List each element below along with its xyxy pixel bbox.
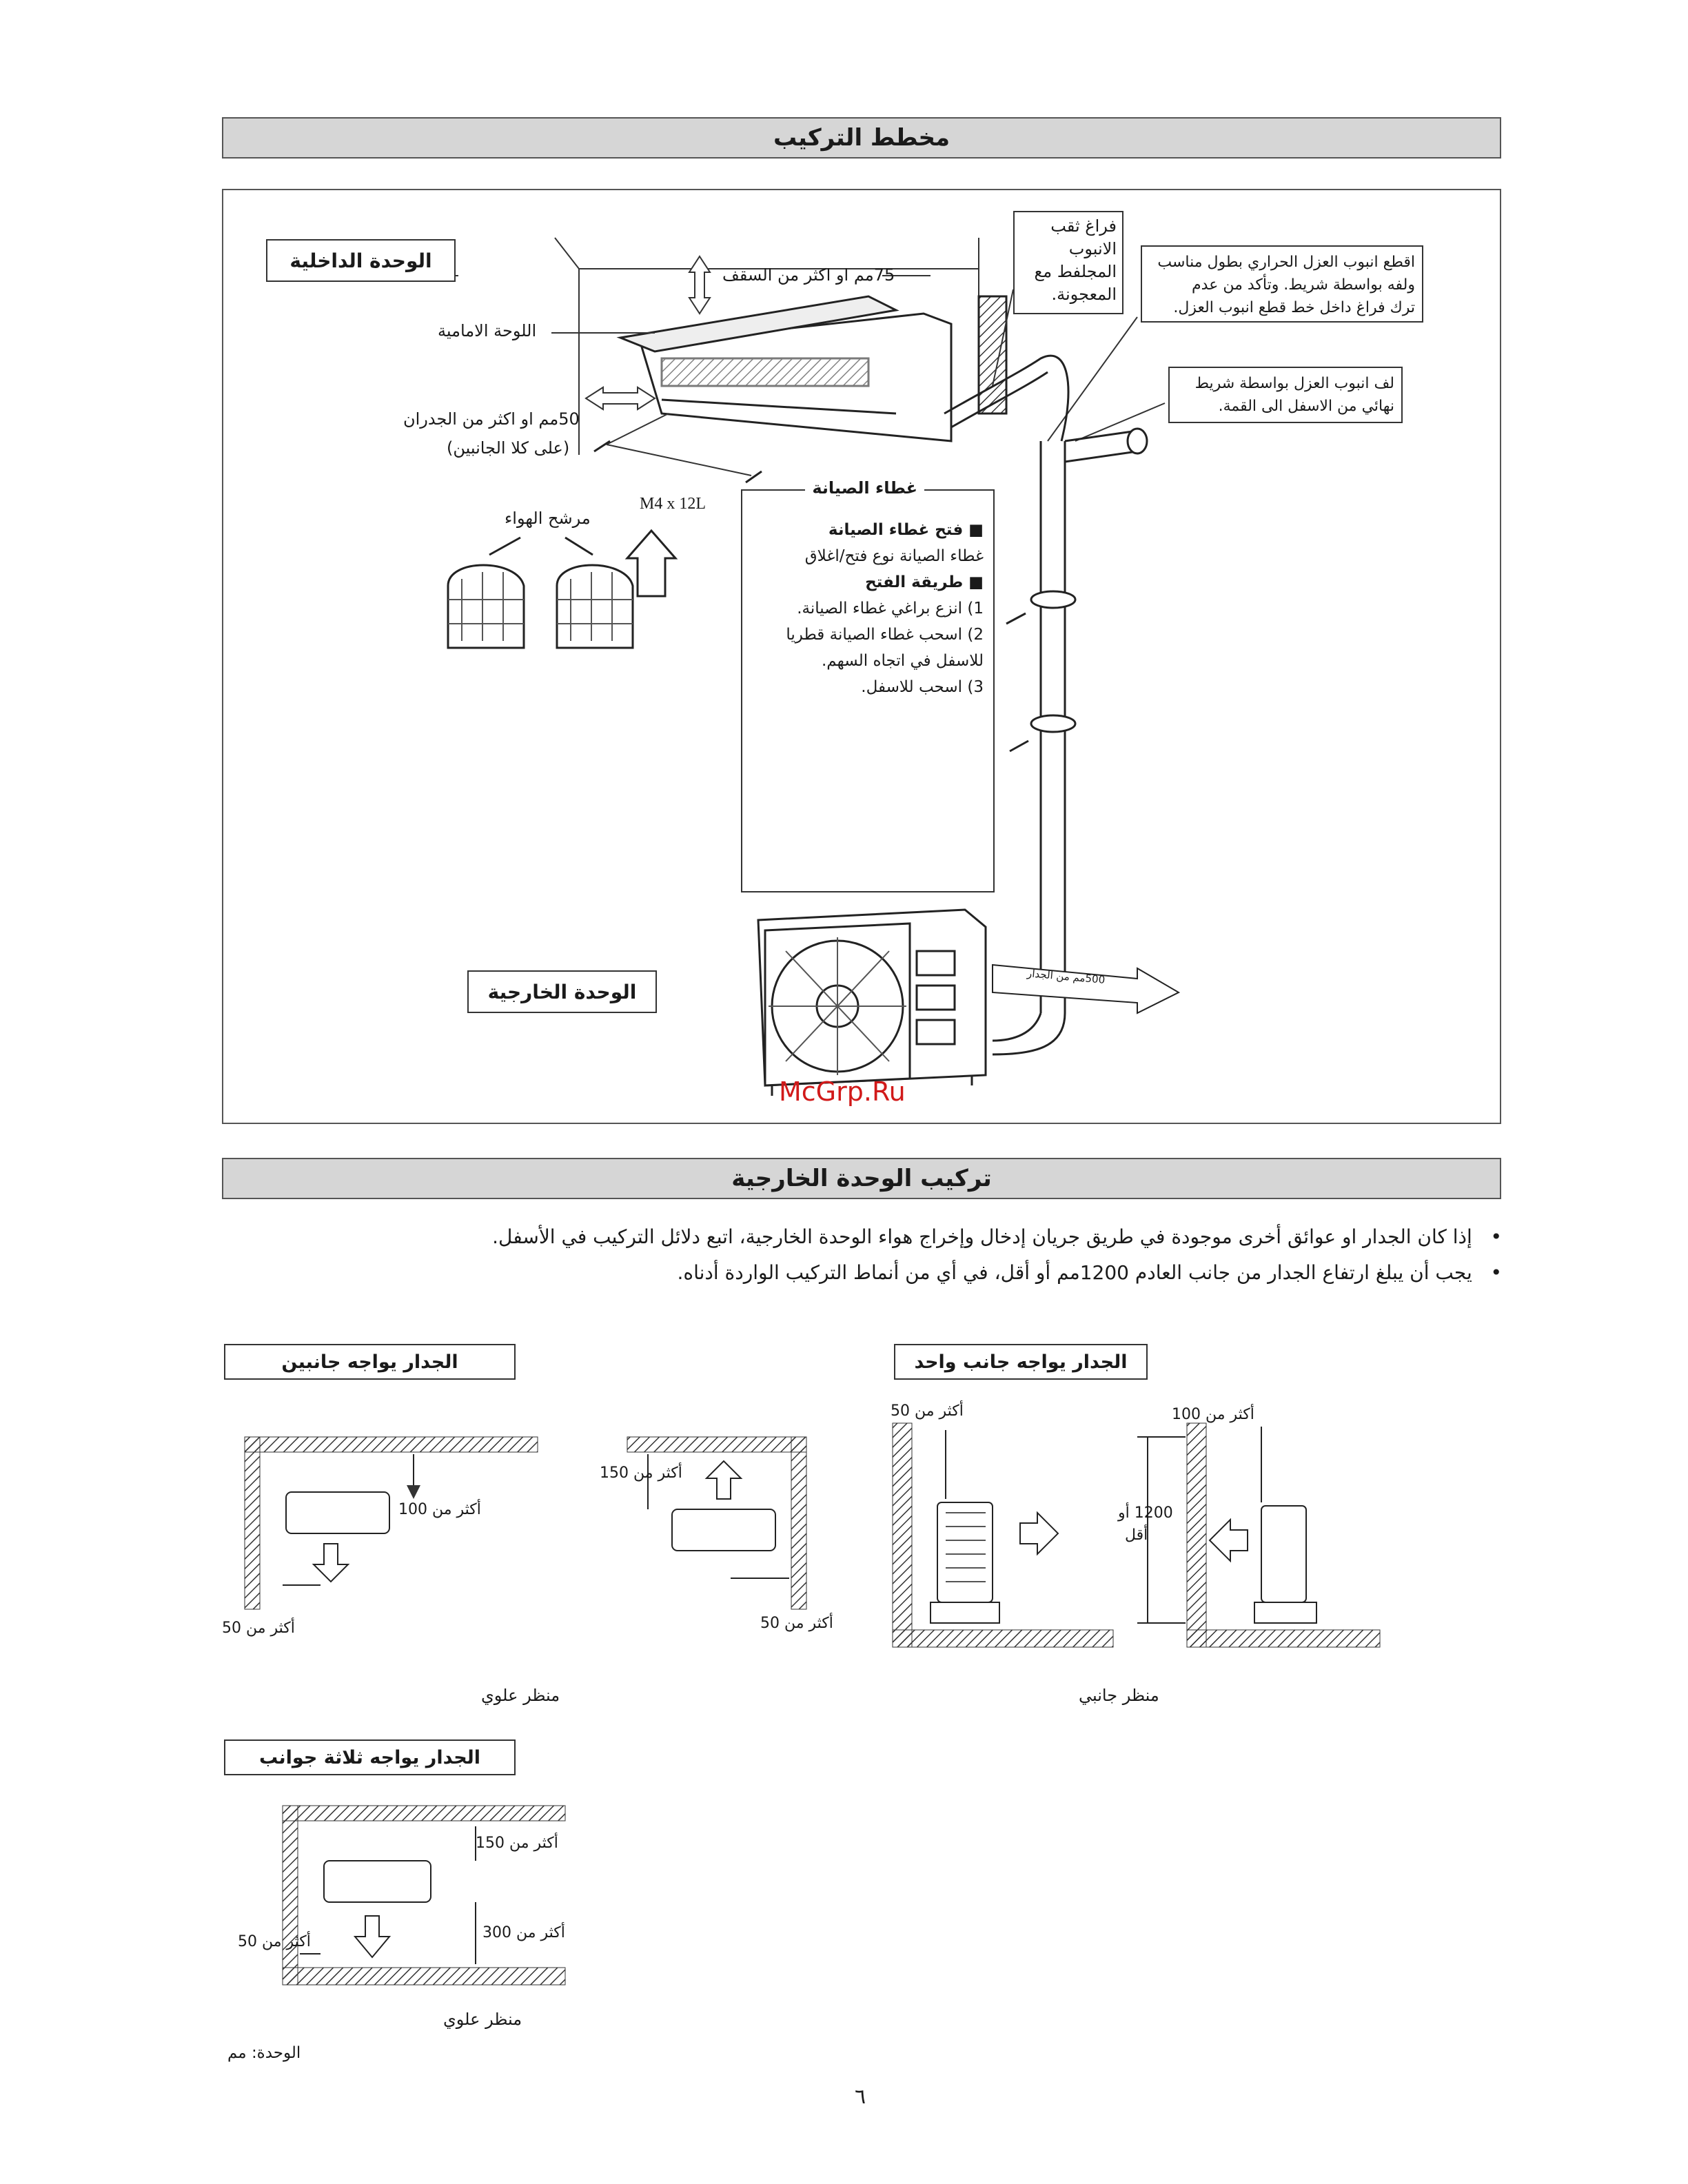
service-cover-method-heading bbox=[786, 569, 984, 595]
two-sides-caption: منظر علوي bbox=[481, 1686, 560, 1705]
cut-insulation-note-line: ترك فراغ داخل خط قطع انبوب العزل. bbox=[1173, 299, 1415, 316]
indoor-unit-label-text: الوحدة الداخلية bbox=[289, 249, 432, 272]
service-cover-step: للاسفل في اتجاه السهم. bbox=[822, 652, 984, 670]
three-sides-label-text: الجدار يواجه ثلاثة جوانب bbox=[258, 1746, 481, 1768]
wall-clearance-label-line1: 50مم او اكثر من الجدران bbox=[403, 409, 580, 429]
cut-insulation-note bbox=[1141, 245, 1423, 323]
three-sides-caption: منظر علوي bbox=[443, 2010, 522, 2029]
outdoor-unit-label bbox=[467, 970, 657, 1013]
service-cover-open-heading bbox=[786, 517, 984, 543]
service-cover-step: 2) اسحب غطاء الصيانة قطريا bbox=[786, 626, 984, 644]
indoor-unit-label bbox=[266, 239, 456, 282]
one-side-right-dim: أكثر من 100 bbox=[1172, 1406, 1254, 1423]
one-side-left-dim: أكثر من 50 bbox=[891, 1402, 964, 1420]
wall-clearance-label-line2: (على كلا الجانبين) bbox=[447, 438, 570, 458]
page-number: ٦ bbox=[855, 2085, 866, 2109]
cut-insulation-note-line: اقطع انبوب العزل الحراري بطول مناسب bbox=[1157, 254, 1415, 271]
ceiling-clearance-arrow bbox=[689, 256, 710, 314]
bullet-square-icon: ■ bbox=[963, 573, 984, 591]
cut-insulation-note-line: ولفه بواسطة شريط. وتأكد من عدم bbox=[1192, 276, 1415, 294]
service-cover-title: غطاء الصيانة bbox=[805, 478, 924, 498]
three-sides-diagram bbox=[283, 1806, 565, 1985]
three-sides-left-dim: أكثر من 50 bbox=[238, 1933, 311, 1950]
bullet-dot-icon: • bbox=[1472, 1261, 1502, 1284]
pipe-hole-note-line: المجلفط مع bbox=[1034, 262, 1117, 281]
bullet-item bbox=[492, 1225, 1502, 1248]
screw-spec-label: M4 x 12L bbox=[640, 495, 706, 513]
outdoor-unit-label-text: الوحدة الخارجية bbox=[487, 980, 637, 1003]
bullet-dot-icon: • bbox=[1472, 1225, 1502, 1248]
pipe-hole-note-line: الانبوب bbox=[1068, 239, 1117, 258]
air-filter-label: مرشح الهواء bbox=[505, 509, 591, 528]
ceiling-clearance-label: 75مم او اكثر من السقف bbox=[722, 265, 895, 285]
two-sides-right-diagram bbox=[627, 1437, 806, 1609]
one-side-caption: منظر جانبي bbox=[1079, 1686, 1159, 1705]
wall-clearance-arrow bbox=[586, 387, 655, 409]
install-diagram-title-text: مخطط التركيب bbox=[773, 124, 950, 152]
one-side-left-diagram bbox=[893, 1423, 1113, 1647]
one-side-height-dim-line1: 1200 أو bbox=[1118, 1504, 1173, 1522]
bullet-square-icon: ■ bbox=[963, 521, 984, 539]
two-sides-left-diagram bbox=[245, 1437, 538, 1609]
pipe-clamps bbox=[1031, 429, 1147, 732]
service-cover-box bbox=[741, 478, 995, 892]
wrap-insulation-note-line: لف انبوب العزل بواسطة شريط bbox=[1194, 375, 1394, 392]
wrap-insulation-note bbox=[1168, 367, 1403, 423]
service-cover-step: 3) اسحب للاسفل. bbox=[861, 678, 984, 696]
one-side-height-dim-line2: أقل bbox=[1125, 1527, 1148, 1544]
two-sides-label bbox=[224, 1344, 516, 1380]
pipe-hole-note-line: المعجونة. bbox=[1051, 285, 1117, 304]
two-sides-right-bottom-dim: أكثر من 50 bbox=[760, 1615, 833, 1632]
outdoor-unit-drawing bbox=[758, 910, 986, 1096]
unit-note: الوحدة: مم bbox=[227, 2044, 301, 2062]
one-side-label-text: الجدار يواجه جانب واحد bbox=[914, 1351, 1128, 1373]
two-sides-right-top-dim: أكثر من 150 bbox=[600, 1464, 682, 1482]
indoor-unit-drawing bbox=[620, 296, 1006, 441]
service-cover-open-heading-text: فتح غطاء الصيانة bbox=[828, 521, 964, 539]
wall-distance-label: 500مم من الجدار bbox=[1026, 967, 1106, 986]
service-cover-method-heading-text: طريقة الفتح bbox=[865, 573, 964, 591]
outdoor-install-title bbox=[222, 1158, 1501, 1199]
bullet-text: إذا كان الجدار او عوائق أخرى موجودة في طريق جريان إدخال وإخراج هواء الوحدة الخارجية، اتبع دلائل التركيب في الأسفل. bbox=[492, 1225, 1472, 1248]
pipe-hole-note-line: فراغ ثقب bbox=[1050, 216, 1117, 236]
two-sides-label-text: الجدار يواجه جانبين bbox=[281, 1351, 458, 1373]
two-sides-left-bottom-dim: أكثر من 50 bbox=[222, 1620, 295, 1637]
three-sides-bottom-dim: أكثر من 300 bbox=[482, 1924, 565, 1941]
bullet-text: يجب أن يبلغ ارتفاع الجدار من جانب العادم 1200مم أو أقل، في أي من أنماط التركيب الواردة أدناه. bbox=[677, 1261, 1472, 1284]
pipe-hole-note bbox=[1013, 211, 1123, 314]
watermark: McGrp.Ru bbox=[779, 1076, 906, 1107]
two-sides-left-top-dim: أكثر من 100 bbox=[398, 1501, 481, 1518]
service-cover-step: 1) انزع براغي غطاء الصيانة. bbox=[797, 600, 984, 618]
front-panel-label: اللوحة الامامية bbox=[438, 321, 537, 340]
wrap-insulation-note-line: نهائي من الاسفل الى القمة. bbox=[1218, 398, 1394, 415]
three-sides-label bbox=[224, 1739, 516, 1775]
service-cover-open-text: غطاء الصيانة نوع فتح/اغلاق bbox=[804, 547, 984, 565]
bullet-item bbox=[678, 1261, 1502, 1284]
one-side-right-diagram bbox=[1137, 1423, 1380, 1647]
air-filter-drawing bbox=[448, 531, 675, 648]
three-sides-top-dim: أكثر من 150 bbox=[476, 1835, 558, 1852]
outdoor-install-title-text: تركيب الوحدة الخارجية bbox=[731, 1165, 992, 1192]
one-side-label bbox=[894, 1344, 1148, 1380]
